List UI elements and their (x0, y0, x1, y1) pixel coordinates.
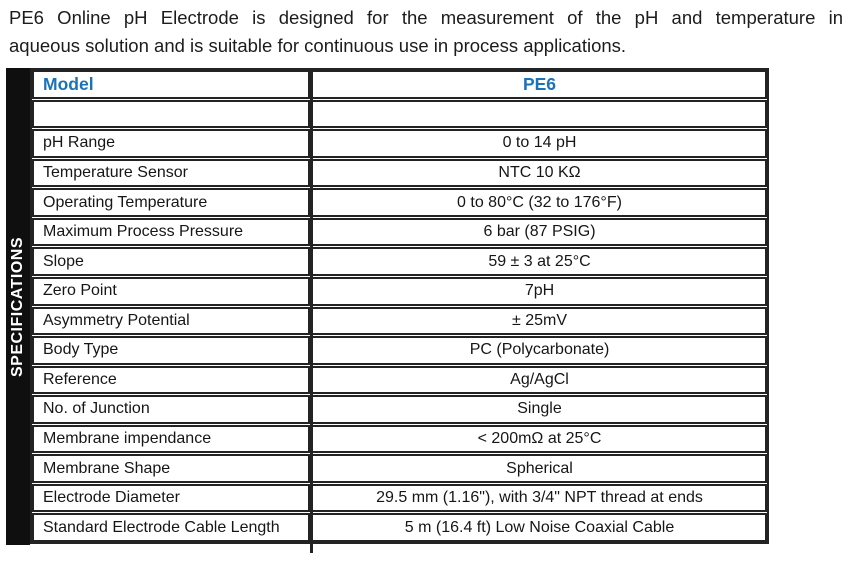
intro-line-2: aqueous solution and is suitable for continuous use in process applications. (9, 35, 627, 56)
intro-text (9, 4, 843, 60)
row-label: Asymmetry Potential (34, 309, 310, 334)
model-value-header-cell: PE6 (522, 73, 557, 94)
row-label: Membrane Shape (34, 456, 310, 481)
table-row-electrode-diameter (32, 484, 767, 513)
row-label: Membrane impendance (34, 427, 310, 452)
row-value: PC (Polycarbonate) (469, 341, 610, 359)
row-value (310, 102, 765, 127)
row-value: 0 to 80°C (32 to 176°F) (457, 193, 622, 211)
specifications-sidebar (6, 68, 30, 545)
table-row-ph-range (32, 129, 767, 158)
row-value: Spherical (506, 459, 573, 477)
row-label: Standard Electrode Cable Length (34, 515, 310, 540)
row-value: 5 m (16.4 ft) Low Noise Coaxial Cable (404, 518, 675, 536)
row-value: 59 ± 3 at 25°C (488, 252, 591, 270)
specifications-table (30, 68, 769, 544)
row-label: Zero Point (34, 279, 310, 304)
row-label: Reference (34, 368, 310, 393)
table-row-cable-length (32, 513, 767, 542)
row-label: Electrode Diameter (34, 486, 310, 511)
row-value: 7pH (524, 282, 555, 300)
table-row-membrane-shape (32, 454, 767, 483)
intro-line-1: PE6 Online pH Electrode is designed for the measurement of the pH and temperature in (9, 7, 843, 28)
row-label: Slope (34, 249, 310, 274)
row-value: Ag/AgCl (510, 370, 569, 388)
table-row-zero-point (32, 277, 767, 306)
specifications-label: SPECIFICATIONS (9, 236, 27, 377)
table-row-temperature-sensor (32, 159, 767, 188)
table-row-slope (32, 247, 767, 276)
table-row-membrane-impendance (32, 425, 767, 454)
row-label (34, 102, 310, 127)
table-row-asymmetry-potential (32, 307, 767, 336)
table-row-empty (32, 100, 767, 129)
row-label: Body Type (34, 338, 310, 363)
table-row-operating-temperature (32, 188, 767, 217)
row-label: No. of Junction (34, 397, 310, 422)
row-value: 29.5 mm (1.16"), with 3/4" NPT thread at ends (376, 489, 703, 507)
row-label: Temperature Sensor (34, 161, 310, 186)
table-row-reference (32, 366, 767, 395)
table-row-max-process-pressure (32, 218, 767, 247)
row-label: pH Range (34, 131, 310, 156)
row-value: Single (517, 400, 562, 418)
row-value: ± 25mV (511, 311, 568, 329)
row-label: Operating Temperature (34, 190, 310, 215)
column-divider-line (310, 68, 313, 553)
row-value: 0 to 14 pH (502, 134, 577, 152)
table-row-body-type (32, 336, 767, 365)
table-row-no-of-junction (32, 395, 767, 424)
row-value: 6 bar (87 PSIG) (483, 223, 596, 241)
row-label: Maximum Process Pressure (34, 220, 310, 245)
table-header-row (32, 70, 767, 99)
model-header-cell: Model (34, 72, 310, 97)
row-value: NTC 10 KΩ (498, 163, 581, 181)
row-value: < 200mΩ at 25°C (477, 430, 602, 448)
